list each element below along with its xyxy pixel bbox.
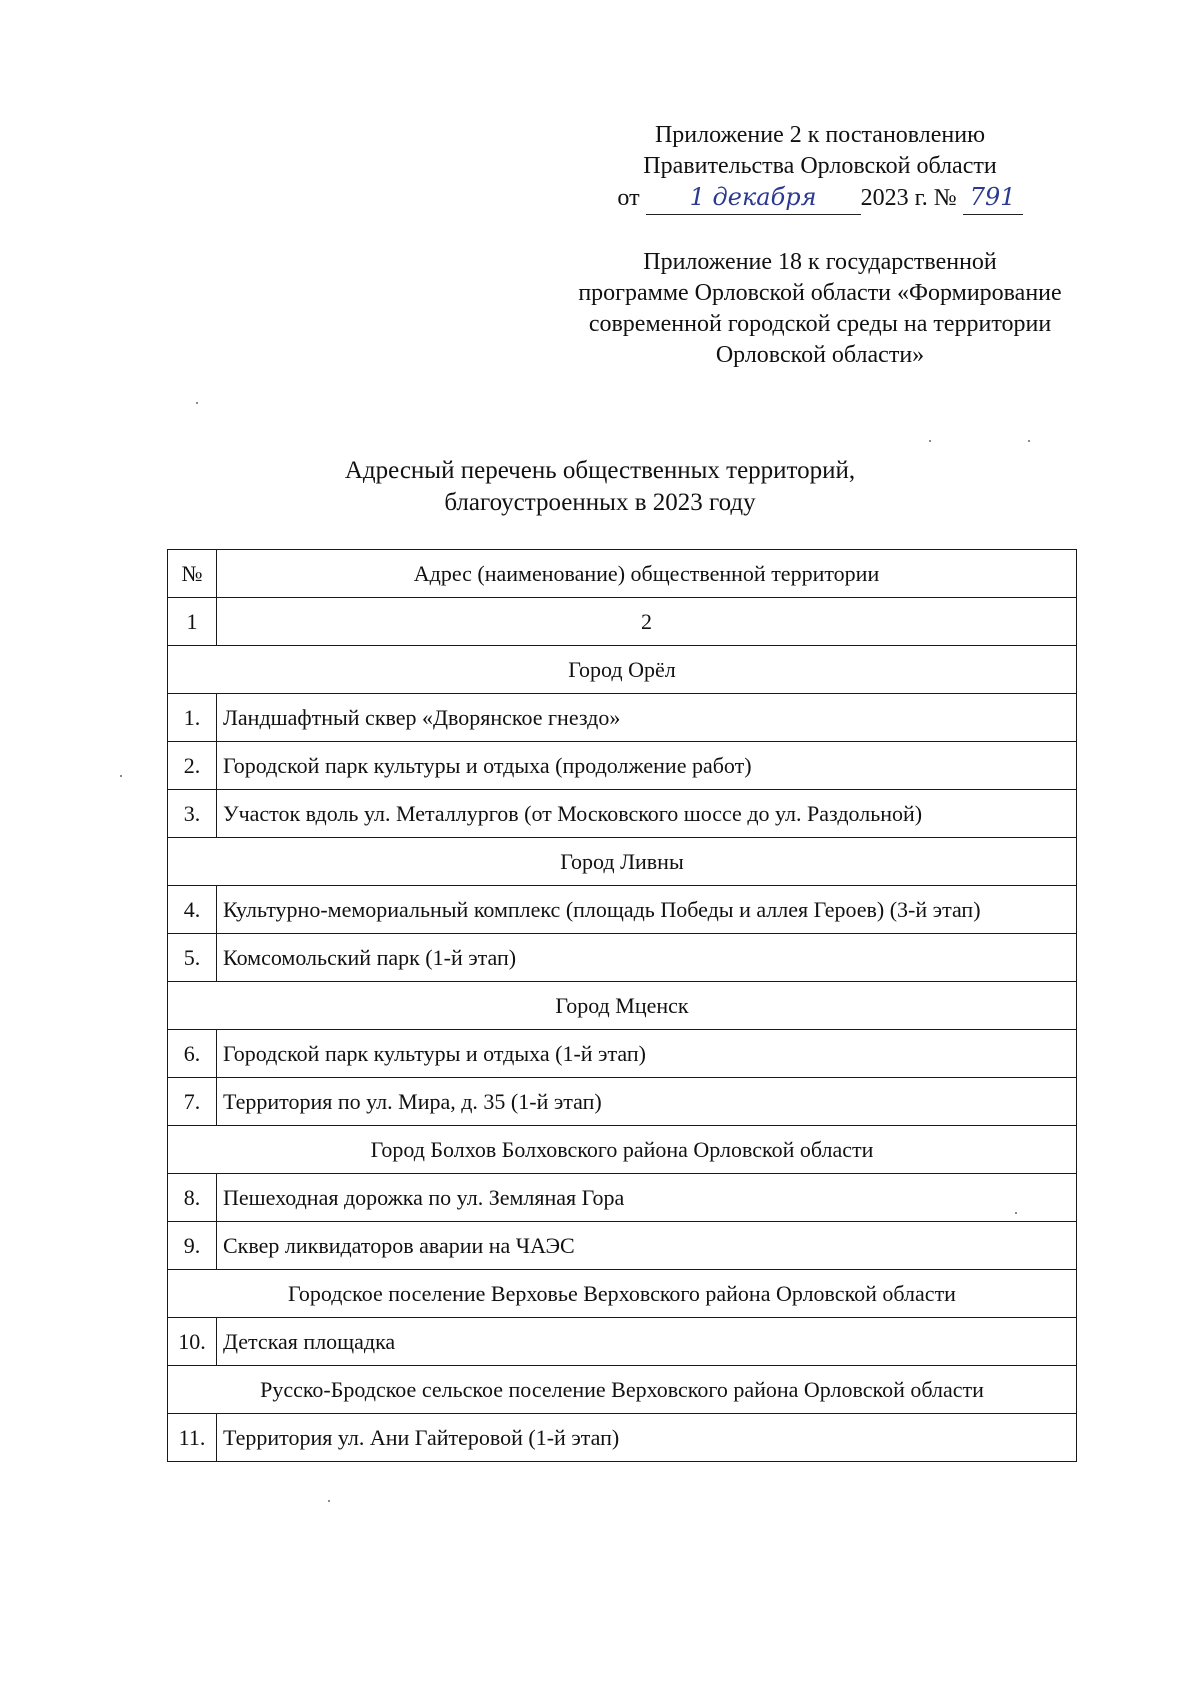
resolution-line-2: Правительства Орловской области [643, 153, 997, 179]
table-row [168, 1078, 1077, 1126]
number-field [963, 182, 1023, 215]
section-title: Городское поселение Верховье Верховского района Орловской области [168, 1270, 1077, 1318]
table-row [168, 1222, 1077, 1270]
appendix-line-4: Орловской области» [715, 342, 925, 368]
row-address: Городской парк культуры и отдыха (1-й этап) [217, 1030, 1077, 1078]
table-row [168, 886, 1077, 934]
column-number-2: 2 [217, 598, 1077, 646]
resolution-reference [520, 120, 1120, 215]
section-row [168, 1126, 1077, 1174]
row-address: Территория ул. Ани Гайтеровой (1-й этап) [217, 1414, 1077, 1462]
appendix-line-3: современной городской среды на территории [588, 311, 1052, 337]
section-title: Город Болхов Болховского района Орловской области [168, 1126, 1077, 1174]
row-number: 7. [168, 1078, 217, 1126]
row-address: Комсомольский парк (1-й этап) [217, 934, 1077, 982]
section-title: Город Ливны [168, 838, 1077, 886]
appendix-line-1: Приложение 18 к государственной [643, 249, 997, 275]
territories-table [167, 549, 1077, 1462]
row-address: Участок вдоль ул. Металлургов (от Московского шоссе до ул. Раздольной) [217, 790, 1077, 838]
appendix-line-2: программе Орловской области «Формирование [578, 280, 1062, 306]
column-number-row [168, 598, 1077, 646]
section-row [168, 646, 1077, 694]
scan-speck [1015, 1212, 1017, 1214]
scan-speck [1028, 440, 1030, 442]
table-row [168, 742, 1077, 790]
scan-speck [196, 402, 198, 404]
scan-speck [929, 440, 931, 442]
header-num: № [168, 550, 217, 598]
table-row [168, 1174, 1077, 1222]
row-number: 8. [168, 1174, 217, 1222]
row-number: 2. [168, 742, 217, 790]
table-row [168, 790, 1077, 838]
table-row [168, 694, 1077, 742]
row-address: Детская площадка [217, 1318, 1077, 1366]
date-field [646, 182, 861, 215]
date-year: 2023 г. № [860, 185, 957, 211]
section-row [168, 1366, 1077, 1414]
row-number: 6. [168, 1030, 217, 1078]
header-address: Адрес (наименование) общественной территории [217, 550, 1077, 598]
title-line-2: благоустроенных в 2023 году [444, 489, 756, 516]
resolution-date-line [520, 182, 1120, 215]
row-number: 10. [168, 1318, 217, 1366]
scan-speck [120, 775, 122, 777]
table-row [168, 934, 1077, 982]
section-row [168, 1270, 1077, 1318]
section-title: Город Орёл [168, 646, 1077, 694]
row-number: 3. [168, 790, 217, 838]
section-title: Русско-Бродское сельское поселение Верховского района Орловской области [168, 1366, 1077, 1414]
row-address: Ландшафтный сквер «Дворянское гнездо» [217, 694, 1077, 742]
title-line-1: Адресный перечень общественных территорий, [344, 457, 856, 484]
row-number: 11. [168, 1414, 217, 1462]
appendix-reference [520, 247, 1120, 371]
section-row [168, 982, 1077, 1030]
column-number-1: 1 [168, 598, 217, 646]
table-row [168, 1030, 1077, 1078]
resolution-line-1: Приложение 2 к постановлению [654, 122, 986, 148]
table-header-row [168, 550, 1077, 598]
document-title [0, 455, 1200, 519]
handwritten-date: 1 декабря [689, 183, 817, 211]
row-address: Культурно-мемориальный комплекс (площадь Победы и аллея Героев) (3-й этап) [217, 886, 1077, 934]
table-row [168, 1318, 1077, 1366]
section-row [168, 838, 1077, 886]
row-number: 1. [168, 694, 217, 742]
handwritten-number: 791 [969, 183, 1016, 211]
row-address: Территория по ул. Мира, д. 35 (1-й этап) [217, 1078, 1077, 1126]
row-address: Городской парк культуры и отдыха (продолжение работ) [217, 742, 1077, 790]
table-row [168, 1414, 1077, 1462]
row-address: Сквер ликвидаторов аварии на ЧАЭС [217, 1222, 1077, 1270]
row-number: 5. [168, 934, 217, 982]
row-address: Пешеходная дорожка по ул. Земляная Гора [217, 1174, 1077, 1222]
scan-speck [328, 1500, 330, 1502]
row-number: 4. [168, 886, 217, 934]
date-prefix: от [617, 185, 640, 211]
row-number: 9. [168, 1222, 217, 1270]
section-title: Город Мценск [168, 982, 1077, 1030]
